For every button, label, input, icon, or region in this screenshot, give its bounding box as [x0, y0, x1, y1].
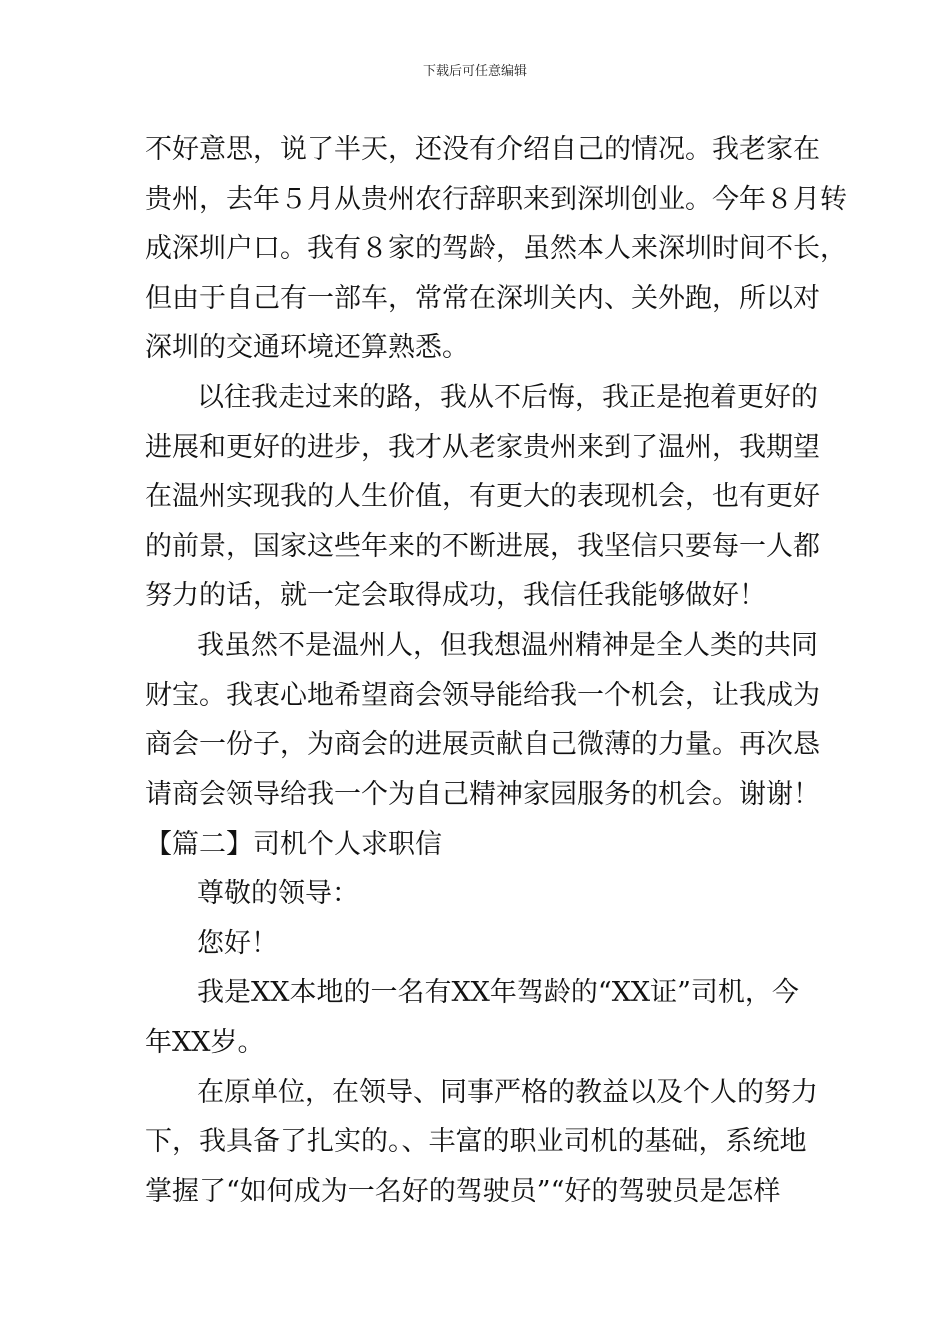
text-line: 商会一份子，为商会的进展贡献自己微薄的力量。再次恳: [145, 729, 820, 760]
text-line: 在温州实现我的人生价值，有更大的表现机会，也有更好: [145, 481, 820, 512]
text-line: 以往我走过来的路，我从不后悔，我正是抱着更好的: [197, 382, 818, 413]
text-line: 努力的话，就一定会取得成功，我信任我能够做好！: [145, 580, 766, 611]
text-line: 在原单位，在领导、同事严格的教益以及个人的努力: [197, 1077, 818, 1108]
text-line: 年XX岁。: [145, 1027, 265, 1058]
greeting: 您好！: [197, 928, 278, 959]
text-line: 的前景，国家这些年来的不断进展，我坚信只要每一人都: [145, 531, 820, 562]
salutation: 尊敬的领导：: [197, 878, 359, 909]
text-line: 我是XX本地的一名有XX年驾龄的“XX证”司机，今: [197, 977, 799, 1008]
text-line: 下，我具备了扎实的。、丰富的职业司机的基础，系统地: [145, 1126, 807, 1157]
text-line: 请商会领导给我一个为自己精神家园服务的机会。谢谢！: [145, 779, 820, 810]
text-line: 财宝。我衷心地希望商会领导能给我一个机会，让我成为: [145, 680, 820, 711]
section-heading: 【篇二】司机个人求职信: [145, 829, 442, 860]
page-header: 下载后可任意编辑: [422, 64, 527, 79]
text-line: 成深圳户口。我有８家的驾龄，虽然本人来深圳时间不长，: [145, 233, 847, 264]
text-line: 进展和更好的进步，我才从老家贵州来到了温州，我期望: [145, 432, 820, 463]
text-line: 掌握了“如何成为一名好的驾驶员”“好的驾驶员是怎样: [145, 1176, 781, 1207]
text-line: 我虽然不是温州人，但我想温州精神是全人类的共同: [197, 630, 818, 661]
text-line: 不好意思，说了半天，还没有介绍自己的情况。我老家在: [145, 134, 820, 165]
text-line: 但由于自己有一部车，常常在深圳关内、关外跑，所以对: [145, 283, 820, 314]
text-line: 深圳的交通环境还算熟悉。: [145, 332, 469, 363]
text-line: 贵州，去年５月从贵州农行辞职来到深圳创业。今年８月转: [145, 184, 847, 215]
